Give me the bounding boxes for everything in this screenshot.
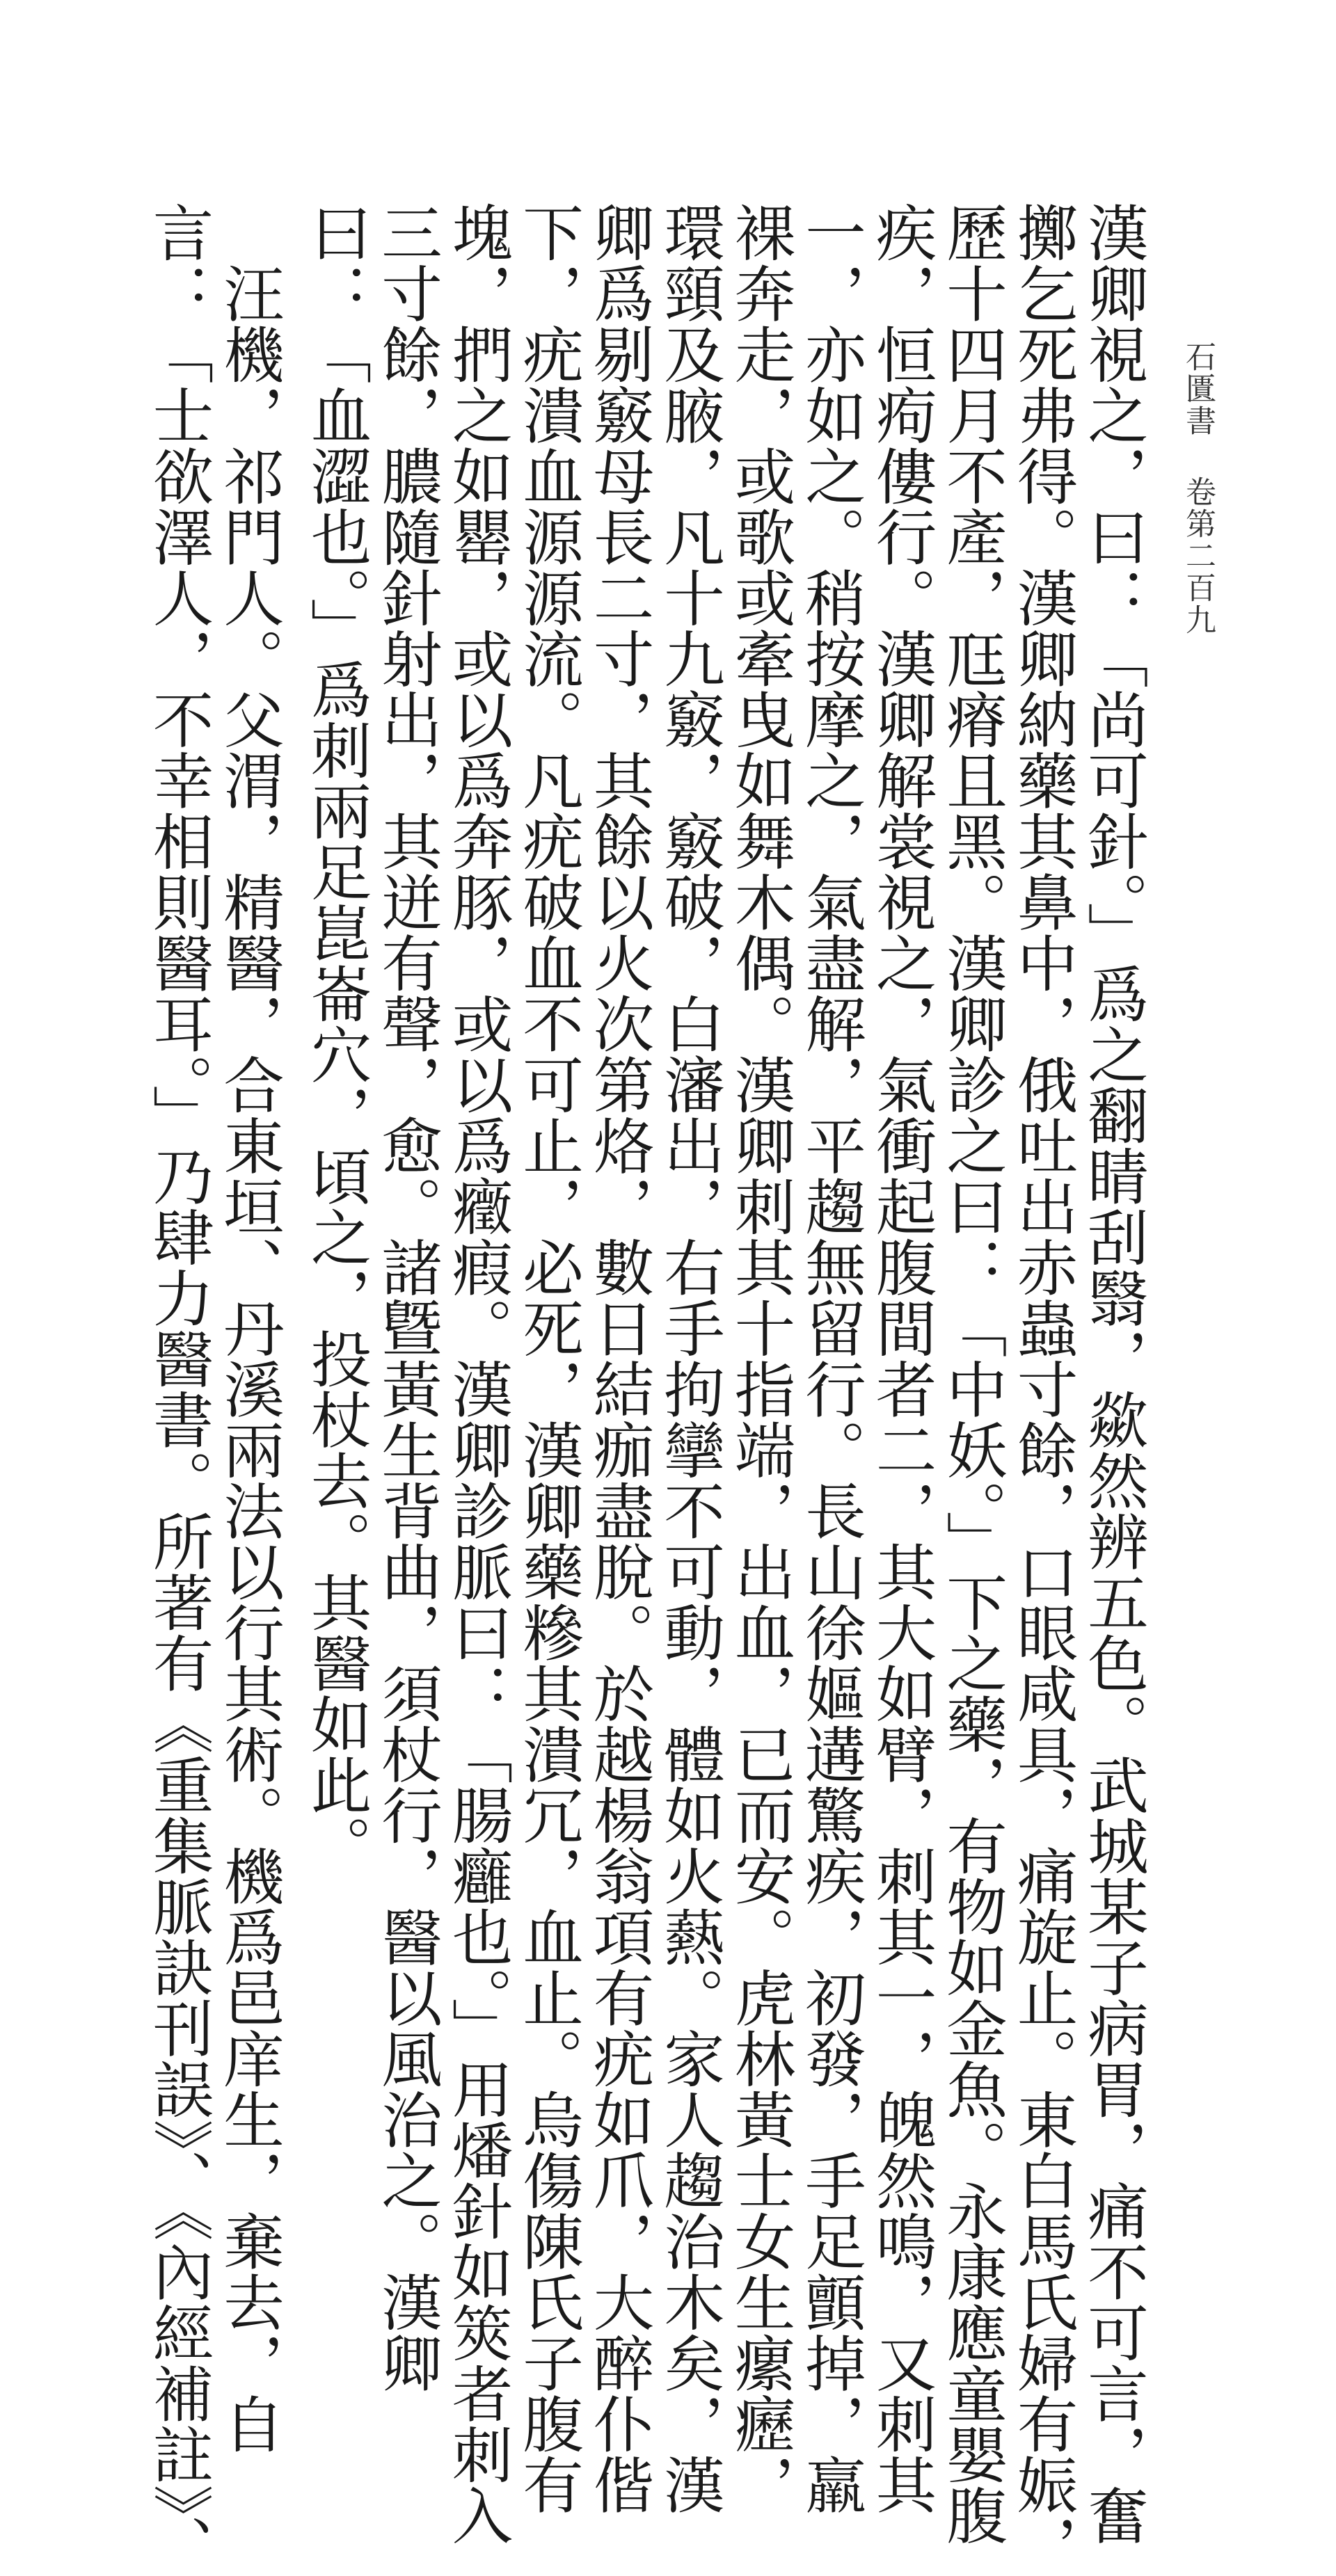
text-line: 一，亦如之。稍按摩之，氣盡解，平趨無留行。長山徐嫗遘驚疾，初發，手足顫掉，羸: [795, 202, 866, 2515]
text-line: 擲乞死弗得。漢卿納藥其鼻中，俄吐出赤蟲寸餘，口眼咸具，痛旋止。東白馬氏婦有娠，: [1007, 202, 1079, 2576]
text-line: 三寸餘，膿隨針射出，其迸有聲，愈。諸曁黃生背曲，須杖行，醫以風治之。漢卿: [372, 202, 443, 2393]
paragraph-gap: [284, 202, 301, 2010]
text-line: 塊，捫之如罌，或以爲奔豚，或以爲癥瘕。漢卿診脈曰：「腸癰也。」用燔針如筴者刺入: [442, 202, 514, 2545]
main-text: [143, 202, 1149, 2576]
running-header: [1179, 341, 1216, 636]
text-line: 裸奔走，或歌或牽曳如舞木偶。漢卿刺其十指端，出血，已而安。虎林黃士女生瘰癧，: [724, 202, 796, 2515]
text-line: 卿爲剔竅母長二寸，其餘以火次第烙，數日結痂盡脫。於越楊翁項有疣如爪，大醉仆偕: [583, 202, 655, 2515]
text-line: 曰：「血澀也。」爲刺兩足崑崙穴，頃之，投杖去。其醫如此。: [301, 202, 372, 1876]
volume-number: 卷第二百九: [1180, 476, 1216, 636]
book-title: 石匱書: [1180, 341, 1216, 437]
text-line: 汪機，祁門人。父渭，精醫，合東垣、丹溪兩法以行其術。機爲邑庠生，棄去，自: [214, 202, 285, 2454]
text-line: 歷十四月不產，尫瘠且黑。漢卿診之曰：「中妖。」下之藥，有物如金魚。永康應童嬰腹: [937, 202, 1008, 2545]
text-line: 疾，恒痀僂行。漢卿解裳視之，氣衝起腹間者二，其大如臂，刺其一，魄然鳴，又刺其: [866, 202, 937, 2515]
text-line: 環頸及腋，凡十九竅，竅破，白瀋出，右手拘攣不可動，體如火爇。家人趨治木矣，漢: [654, 202, 725, 2515]
text-line: 漢卿視之，曰：「尚可針。」爲之翻睛刮翳，歘然辨五色。武城某子病胃，痛不可言，奮: [1078, 202, 1149, 2545]
text-line: 下，疣潰血源源流。凡疣破血不可止，必死，漢卿藥糝其潰冗，血止。烏傷陳氏子腹有: [513, 202, 584, 2515]
text-line: 言：「士欲澤人，不幸相則醫耳。」乃肆力醫書。所著有《重集脈訣刊誤》、《內經補註》、: [143, 202, 214, 2576]
